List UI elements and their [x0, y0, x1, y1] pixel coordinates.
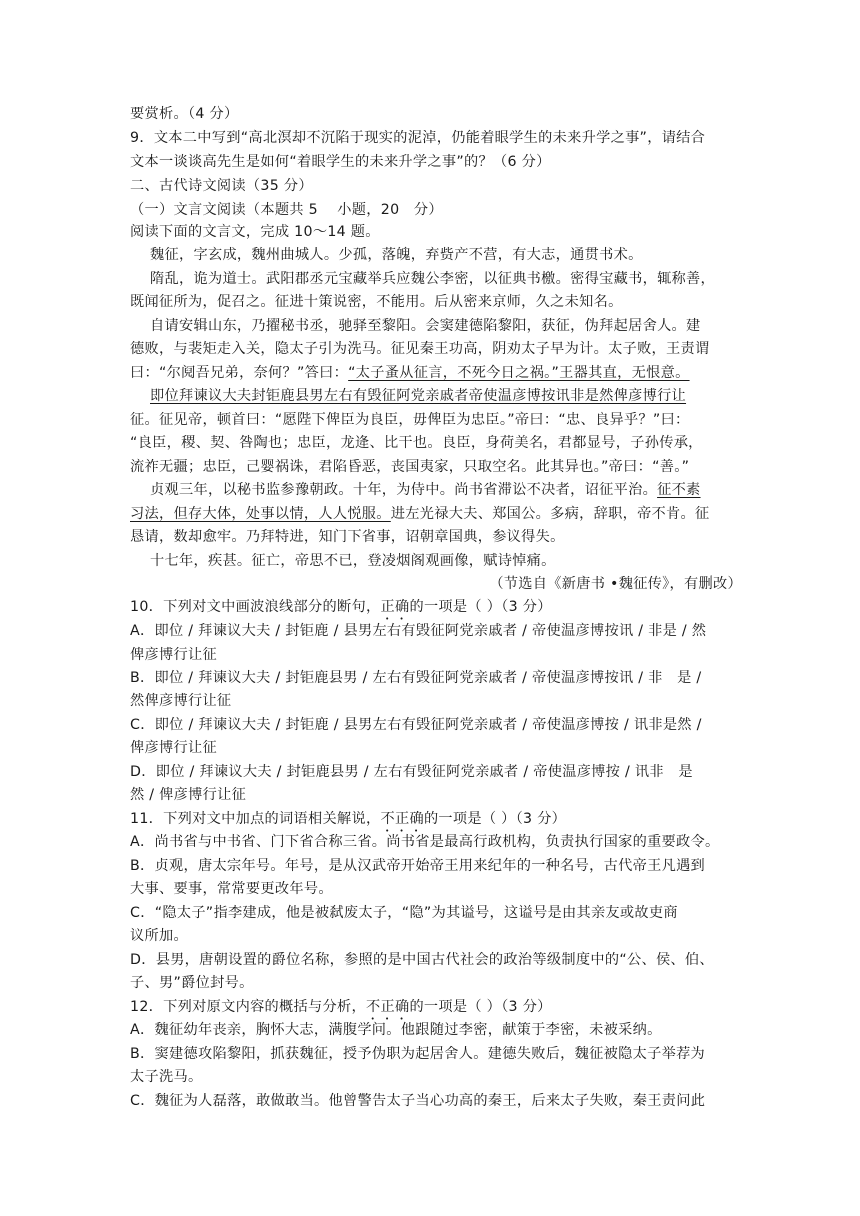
passage-line: “良臣，稷、契、咎陶也；忠臣，龙逄、比干也。良臣，身荷美名，君都显号，子孙传承，	[130, 435, 703, 451]
underlined-sentence: 征不素	[657, 482, 701, 498]
option-b-cont: 然俾彦博行让征	[130, 693, 232, 709]
source-citation: （节选自《新唐书 •魏征传》，有删改）	[489, 576, 742, 592]
option-a: A．尚书省与中书省、门下省合称三省。尚书省是最高行政机构，负责执行国家的重要政令。	[130, 834, 720, 850]
passage-line: 征。征见帝，顿首曰：“愿陛下俾臣为良臣，毋俾臣为忠臣。”帝曰：“忠、良异乎？”曰：	[130, 412, 690, 428]
passage-line: 自请安辑山东，乃擢秘书丞，驰驿至黎阳。会窦建德陷黎阳，获征，伪拜起居舍人。建	[150, 318, 701, 334]
instruction-line: 阅读下面的文言文，完成 10～14 题。	[130, 224, 380, 240]
question-10-stem	[130, 597, 742, 623]
question-text: 的一项是（ ）（3 分）	[409, 599, 552, 615]
passage-line: 既闻征所为，促召之。征进十策说密，不能用。后从密来京师，久之未知名。	[130, 294, 623, 310]
option-b: B．窦建德攻陷黎阳，抓获魏征，授予伪职为起居舍人。建德失败后，魏征被隐太子举荐为	[130, 1046, 706, 1062]
option-b-cont: 太子洗马。	[130, 1069, 203, 1085]
passage-line	[150, 480, 742, 500]
passage-line	[130, 363, 742, 383]
passage-line	[130, 504, 742, 524]
passage-text: 贞观三年，以秘书监参豫朝政。十年，为侍中。尚书省滞讼不决者，诏征平治。	[150, 482, 658, 498]
emphasis-word: 不正确	[380, 811, 424, 827]
option-c: C．“隐太子”指李建成，他是被弑废太子，“隐”为其谥号，这谥号是由其亲友或故吏商	[130, 905, 678, 921]
option-a: A．即位 / 拜谏议大夫 / 封钜鹿 / 县男左右有毁征阿党亲戚者 / 帝使温彦博按讯 / 非是 / 然	[130, 623, 707, 639]
subsection-heading: （一）文言文阅读（本题共 5 小题，20 分）	[130, 202, 443, 218]
passage-text: 曰：“尔阋吾兄弟，奈何？”答曰：	[130, 365, 349, 381]
option-b: B．即位 / 拜谏议大夫 / 封钜鹿县男 / 左右有毁征阿党亲戚者 / 帝使温彦博按讯 / 非 是 /	[130, 670, 702, 686]
question-text: 12．下列对原文内容的概括与分析，	[130, 999, 366, 1015]
emphasis-word: 正确	[380, 599, 410, 615]
emphasis-word: 不正确	[365, 999, 410, 1015]
passage-line: 魏征，字玄成，魏州曲城人。少孤，落魄，弃赀产不营，有大志，通贯书术。	[150, 247, 643, 263]
question-text: 10．下列对文中画波浪线部分的断句，	[130, 599, 381, 615]
underlined-sentence: 习法，但存大体，处事以情，人人悦服。	[130, 506, 391, 522]
option-c: C．即位 / 拜谏议大夫 / 封钜鹿 / 县男左右有毁征阿党亲戚者 / 帝使温彦博按 / 讯非是然 /	[130, 717, 702, 733]
option-c-cont: 议所加。	[130, 928, 188, 944]
option-b-cont: 大事、要事，常常要更改年号。	[130, 881, 333, 897]
option-c-cont: 俾彦博行让征	[130, 740, 217, 756]
passage-text: 进左光禄大夫、郑国公。多病，辞职，帝不肯。征	[390, 506, 710, 522]
question-9-line: 9．文本二中写到“高北溟却不沉陷于现实的泥淖，仍能着眼学生的未来升学之事”，请结合	[130, 130, 706, 146]
question-text: 的一项是（ ）（3 分）	[409, 999, 552, 1015]
text-line: 要赏析。（4 分）	[130, 106, 239, 122]
section-heading: 二、古代诗文阅读（35 分）	[130, 178, 313, 194]
question-text: 11．下列对文中加点的词语相关解说，	[130, 811, 381, 827]
option-d: D．县男，唐朝设置的爵位名称，参照的是中国古代社会的政治等级制度中的“公、侯、伯、	[130, 952, 714, 968]
passage-line: 恳请，数却愈牢。乃拜特进，知门下省事，诏朝章国典，参议得失。	[130, 529, 565, 545]
option-b: B．贞观，唐太宗年号。年号，是从汉武帝开始帝王用来纪年的一种名号，古代帝王凡遇到	[130, 858, 706, 874]
option-d-cont: 然 / 俾彦博行让征	[130, 787, 247, 803]
passage-line: 十七年，疾甚。征亡，帝思不已，登凌烟阁观画像，赋诗悼痛。	[150, 553, 556, 569]
option-d: D．即位 / 拜谏议大夫 / 封钜鹿县男 / 左右有毁征阿党亲戚者 / 帝使温彦博按 / 讯非 是	[130, 764, 693, 780]
option-d-cont: 子、男”爵位封号。	[130, 975, 254, 991]
passage-line: 流祚无疆；忠臣，己婴祸诛，君陷昏恶，丧国夷家，只取空名。此其异也。”帝曰：“善。”	[130, 459, 690, 475]
underlined-sentence: “太子蚤从征言，不死今日之祸。”王器其直，无恨意。	[348, 365, 690, 381]
wavy-underlined-passage: 即位拜谏议大夫封钜鹿县男左右有毁征阿党亲戚者帝使温彦博按讯非是然俾彦博行让	[150, 388, 687, 404]
option-a-cont: 俾彦博行让征	[130, 647, 217, 663]
option-a: A．魏征幼年丧亲，胸怀大志，满腹学问。他跟随过李密，献策于李密，未被采纳。	[130, 1022, 662, 1038]
passage-line: 隋乱，诡为道士。武阳郡丞元宝藏举兵应魏公李密，以征典书檄。密得宝藏书，辄称善，	[150, 271, 716, 287]
text-line: 文本一谈谈高先生是如何“着眼学生的未来升学之事”的？（6 分）	[130, 154, 551, 170]
question-text: 的一项是（ ）（3 分）	[423, 811, 567, 827]
option-c: C．魏征为人磊落，敢做敢当。他曾警告太子当心功高的秦王，后来太子失败，秦王责问此	[130, 1093, 706, 1109]
passage-line: 德败，与裴矩走入关，隐太子引为洗马。征见秦王功高，阴劝太子早为计。太子败，王责谓	[130, 341, 710, 357]
